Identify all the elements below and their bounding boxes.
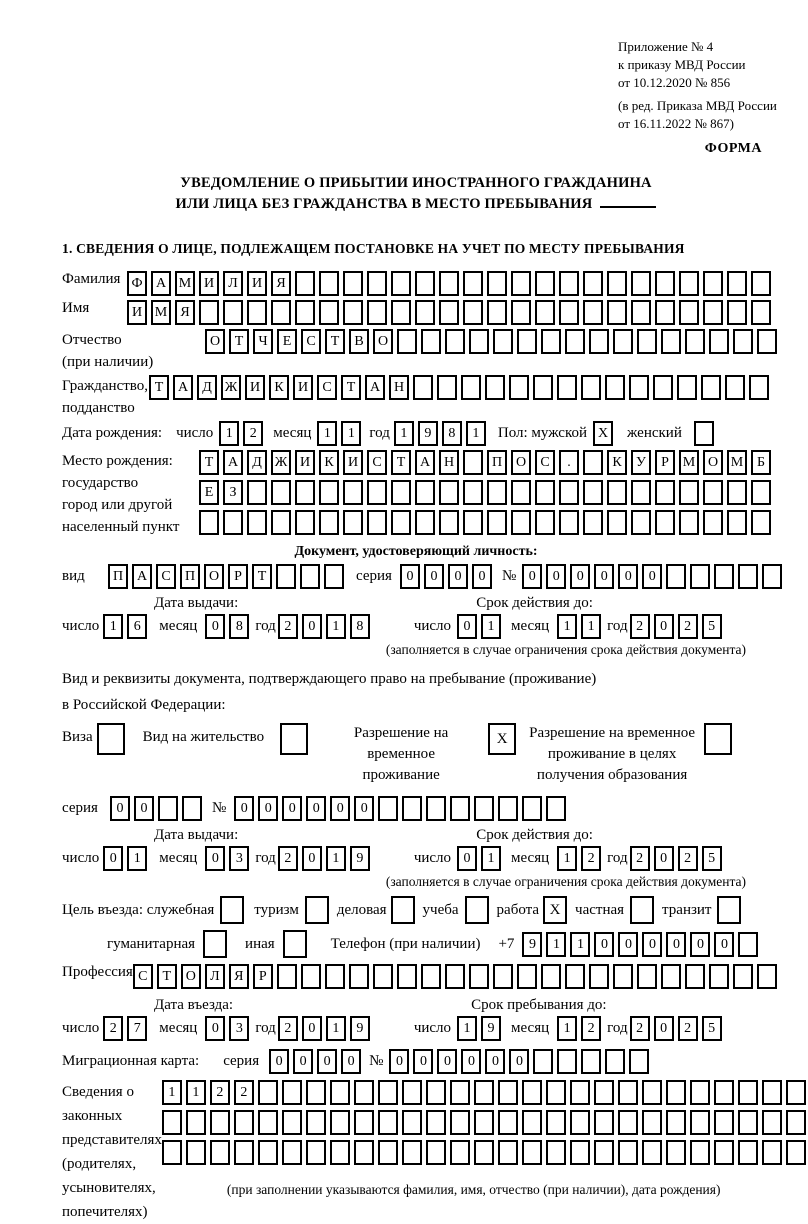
form-title-line1: УВЕДОМЛЕНИЕ О ПРИБЫТИИ ИНОСТРАННОГО ГРАЖДАНИНА [180, 175, 652, 191]
entry-date-heading: Дата въезда: [154, 997, 234, 1013]
temp-residence-edu-label3: получения образования [536, 767, 688, 783]
entry-day[interactable]: 2 7 [103, 1016, 147, 1041]
permit-expiry-month[interactable]: 1 2 [557, 846, 601, 871]
doc-kind-label: вид [62, 568, 85, 584]
permit-issue-day[interactable]: 0 1 [103, 846, 147, 871]
birth-place-boxes-row1[interactable]: Т А Д Ж И К И С Т А Н П О С . К У Р М О М Б [199, 450, 771, 475]
profession-boxes[interactable]: С Т О Л Я Р [133, 964, 777, 989]
birth-month-boxes[interactable]: 1 1 [317, 421, 361, 446]
purpose-sluzhebnaya-checkbox[interactable] [220, 896, 244, 924]
stay-day[interactable]: 1 9 [457, 1016, 501, 1041]
purpose-label: Цель въезда: служебная [62, 901, 215, 918]
valid-until-heading: Срок действия до: [476, 827, 593, 843]
representatives-boxes-row2[interactable] [162, 1110, 806, 1135]
birth-day-boxes[interactable]: 1 2 [219, 421, 263, 446]
section1-heading: 1. СВЕДЕНИЯ О ЛИЦЕ, ПОДЛЕЖАЩЕМ ПОСТАНОВКЕ НА УЧЕТ ПО МЕСТУ ПРЕБЫВАНИЯ [62, 241, 685, 256]
given-name-row [62, 300, 770, 325]
purpose-row [62, 896, 770, 924]
day-label: число [62, 618, 100, 634]
patronymic-label: Отчество [62, 332, 122, 348]
doc-expiry-year[interactable]: 2 0 2 5 [630, 614, 722, 639]
migration-number-label: № [369, 1053, 384, 1069]
representatives-label2: законных [62, 1108, 123, 1124]
representatives-label6: попечителях) [62, 1204, 148, 1220]
phone-boxes[interactable]: 9 1 1 0 0 0 0 0 0 [522, 932, 758, 957]
representatives-label5: усыновителях, [62, 1180, 156, 1196]
birth-place-block [62, 450, 770, 540]
purpose-tourism-checkbox[interactable] [305, 896, 329, 924]
permit-dates-row [62, 846, 770, 871]
doc-series-label: серия [356, 568, 392, 584]
annex-line: от 10.12.2020 № 856 [618, 75, 731, 90]
purpose-private-checkbox[interactable] [630, 896, 654, 924]
visa-checkbox[interactable] [97, 723, 125, 755]
representatives-block [62, 1080, 770, 1224]
purpose-transit-label: транзит [662, 901, 712, 918]
annex-reference [618, 38, 808, 133]
purpose-other-checkbox[interactable] [283, 930, 307, 958]
birth-year-boxes[interactable]: 1 9 8 1 [394, 421, 486, 446]
stay-month[interactable]: 1 2 [557, 1016, 601, 1041]
month-label: месяц [159, 618, 198, 634]
valid-until-heading: Срок действия до: [476, 595, 593, 611]
purpose-humanitarian-checkbox[interactable] [203, 930, 227, 958]
entry-month[interactable]: 0 3 [205, 1016, 249, 1041]
residence-doc-intro1: Вид и реквизиты документа, подтверждающего право на пребывание (проживание) [62, 671, 597, 687]
citizenship-label: Гражданство, [62, 378, 149, 394]
representatives-label4: (родителях, [62, 1156, 137, 1172]
doc-kind-boxes[interactable]: П А С П О Р Т [108, 564, 344, 589]
sex-female-box[interactable] [694, 421, 714, 446]
day-label: число [413, 850, 452, 866]
residence-permit-checkbox[interactable] [280, 723, 308, 755]
representatives-boxes-row1[interactable]: 1 1 2 2 [162, 1080, 806, 1105]
purpose-private-label: частная [575, 901, 625, 918]
sex-male-box[interactable]: X [593, 421, 613, 446]
day-label: число [176, 425, 214, 441]
doc-issue-year[interactable]: 2 0 1 8 [278, 614, 370, 639]
migration-number-boxes[interactable]: 0 0 0 0 0 0 [389, 1049, 649, 1074]
year-label: год [607, 850, 628, 866]
form-title [62, 173, 770, 215]
doc-series-boxes[interactable]: 0 0 0 0 [400, 564, 492, 589]
purpose-work-checkbox[interactable]: X [543, 896, 567, 924]
doc-number-label: № [501, 568, 517, 584]
representatives-boxes-row3[interactable] [162, 1140, 806, 1165]
title-blank-line [600, 194, 656, 208]
day-label: число [62, 850, 100, 866]
temp-residence-edu-label1: Разрешение на временное [529, 725, 696, 741]
birth-place-label: Место рождения: [62, 453, 173, 469]
given-name-label: Имя [62, 300, 90, 316]
temp-residence-label2: проживание [362, 767, 440, 783]
permit-issue-month[interactable]: 0 3 [205, 846, 249, 871]
phone-prefix: +7 [498, 935, 515, 952]
year-label: год [607, 618, 628, 634]
entry-dates-row [62, 1016, 770, 1041]
year-label: год [255, 850, 276, 866]
permit-series-row [62, 796, 770, 821]
purpose-transit-checkbox[interactable] [717, 896, 741, 924]
stay-until-heading: Срок пребывания до: [471, 997, 607, 1013]
permit-date-headings [62, 827, 770, 844]
year-label: год [255, 618, 276, 634]
purpose-study-label: учеба [422, 901, 459, 918]
purpose-humanitarian-label: гуманитарная [107, 935, 196, 952]
given-name-boxes[interactable]: И М Я [127, 300, 771, 325]
day-label: число [413, 618, 452, 634]
representatives-note: (при заполнении указываются фамилия, имя, отчество (при наличии), дата рождения) [226, 1182, 721, 1197]
residence-permit-label: Вид на жительство [142, 729, 265, 745]
purpose-tourism-label: туризм [254, 901, 299, 918]
doc-issue-day[interactable]: 1 6 [103, 614, 147, 639]
annex-line: к приказу МВД России [618, 57, 746, 72]
patronymic-label-note: (при наличии) [62, 354, 154, 370]
purpose-study-checkbox[interactable] [465, 896, 489, 924]
day-label: число [413, 1020, 452, 1036]
purpose-business-label: деловая [336, 901, 387, 918]
form-title-line2: ИЛИ ЛИЦА БЕЗ ГРАЖДАНСТВА В МЕСТО ПРЕБЫВАНИЯ [175, 196, 593, 212]
patronymic-row [62, 329, 770, 373]
temp-residence-edu-label2: проживание в целях [547, 746, 677, 762]
month-label: месяц [159, 1020, 198, 1036]
temp-residence-checkbox[interactable]: X [488, 723, 516, 755]
purpose-row2 [107, 930, 770, 958]
purpose-work-label: работа [496, 901, 540, 918]
birth-place-boxes-row3[interactable] [199, 510, 771, 535]
birth-place-boxes-row2[interactable]: Е З [199, 480, 771, 505]
migration-card-label: Миграционная карта: [62, 1053, 200, 1069]
permit-number-label: № [211, 800, 227, 816]
citizenship-label2: подданство [62, 400, 135, 416]
permit-series-label: серия [62, 800, 98, 816]
surname-row [62, 271, 770, 296]
birth-place-label-state: государство [62, 475, 139, 491]
stay-year[interactable]: 2 0 2 5 [630, 1016, 722, 1041]
year-label: год [607, 1020, 628, 1036]
identity-doc-heading: Документ, удостоверяющий личность: [294, 544, 538, 559]
expiry-limit-note: (заполняется в случае ограничения срока действия документа) [385, 874, 746, 889]
visa-label: Виза [62, 729, 93, 745]
permit-expiry-day[interactable]: 0 1 [457, 846, 501, 871]
purpose-other-label: иная [245, 935, 275, 952]
profession-label: Профессия [62, 964, 133, 980]
surname-label: Фамилия [62, 271, 121, 287]
sex-female-label: женский [627, 425, 682, 441]
issue-date-heading: Дата выдачи: [154, 595, 239, 611]
patronymic-boxes[interactable]: О Т Ч Е С Т В О [205, 329, 777, 354]
identity-doc-row [62, 564, 770, 589]
doc-number-boxes[interactable]: 0 0 0 0 0 0 [522, 564, 782, 589]
profession-row [62, 964, 770, 989]
day-label: число [62, 1020, 100, 1036]
annex-line: Приложение № 4 [618, 39, 714, 54]
annex-note-line: (в ред. Приказа МВД России [618, 98, 777, 113]
form-label: ФОРМА [704, 141, 762, 156]
birth-place-label-city1: город или другой [62, 497, 173, 513]
entry-date-headings [62, 997, 770, 1014]
month-label: месяц [159, 850, 198, 866]
doc-expiry-month[interactable]: 1 1 [557, 614, 601, 639]
annex-note-line: от 16.11.2022 № 867) [618, 116, 735, 131]
doc-date-headings [62, 595, 770, 612]
permit-series-boxes[interactable]: 0 0 [110, 796, 202, 821]
doc-expiry-day[interactable]: 0 1 [457, 614, 501, 639]
citizenship-boxes[interactable]: Т А Д Ж И К И С Т А Н [149, 375, 769, 400]
residence-doc-intro2: в Российской Федерации: [62, 697, 226, 713]
month-label: месяц [511, 618, 550, 634]
surname-boxes[interactable]: Ф А М И Л И Я [127, 271, 771, 296]
citizenship-row [62, 375, 770, 419]
year-label: год [369, 425, 390, 441]
temp-residence-label1: Разрешение на временное [353, 725, 449, 762]
birth-place-label-city2: населенный пункт [62, 519, 180, 535]
birth-date-row [62, 421, 770, 446]
purpose-business-checkbox[interactable] [391, 896, 415, 924]
migration-series-label: серия [223, 1053, 260, 1069]
doc-issue-month[interactable]: 0 8 [205, 614, 249, 639]
phone-label: Телефон (при наличии) [330, 935, 481, 952]
permit-options-row [62, 723, 770, 786]
month-label: месяц [511, 850, 550, 866]
representatives-label3: представителях [62, 1132, 162, 1148]
migration-series-boxes[interactable]: 0 0 0 0 [269, 1049, 361, 1074]
birth-date-label: Дата рождения: [62, 425, 163, 441]
permit-number-boxes[interactable]: 0 0 0 0 0 0 [234, 796, 566, 821]
permit-issue-year[interactable]: 2 0 1 9 [278, 846, 370, 871]
year-label: год [255, 1020, 276, 1036]
permit-expiry-year[interactable]: 2 0 2 5 [630, 846, 722, 871]
issue-date-heading: Дата выдачи: [154, 827, 239, 843]
month-label: месяц [273, 425, 312, 441]
entry-year[interactable]: 2 0 1 9 [278, 1016, 370, 1041]
expiry-limit-note: (заполняется в случае ограничения срока действия документа) [385, 642, 746, 657]
temp-residence-edu-checkbox[interactable] [704, 723, 732, 755]
representatives-label1: Сведения о [62, 1084, 134, 1100]
sex-male-label: Пол: мужской [497, 425, 588, 441]
month-label: месяц [511, 1020, 550, 1036]
doc-dates-row [62, 614, 770, 639]
migration-card-row [62, 1049, 770, 1074]
